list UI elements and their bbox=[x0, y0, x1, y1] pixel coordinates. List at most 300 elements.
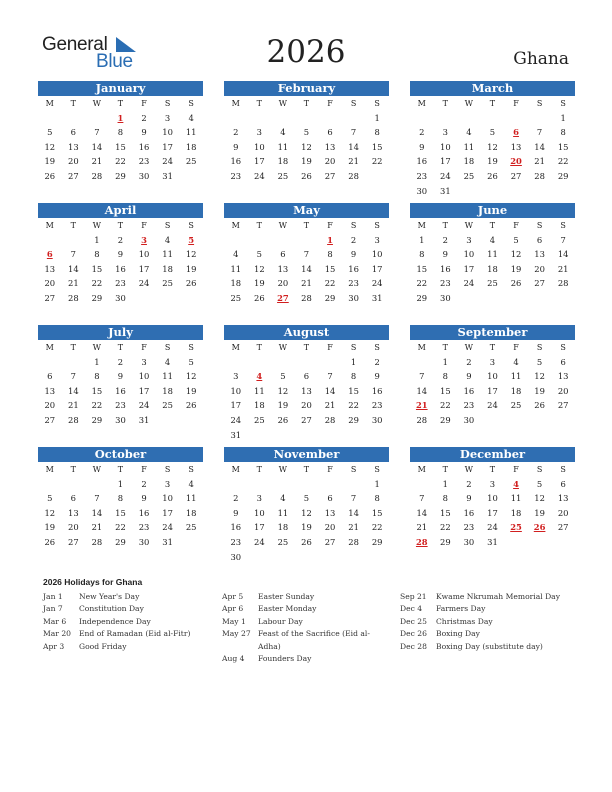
day-cell: 2 bbox=[117, 234, 124, 245]
day-cell: 20 bbox=[301, 400, 312, 411]
weekday-label: W bbox=[278, 221, 288, 230]
empty-day-cell bbox=[179, 169, 203, 184]
day-cell: 10 bbox=[440, 141, 451, 152]
day-cell: 6 bbox=[46, 249, 53, 260]
day-cell: 10 bbox=[371, 249, 383, 260]
weekday-label: S bbox=[350, 465, 357, 474]
empty-day-cell bbox=[38, 233, 62, 248]
weekday-header-row bbox=[38, 462, 203, 477]
holiday-name: Easter Monday bbox=[258, 604, 317, 614]
day-cell: 4 bbox=[466, 127, 472, 138]
week-row bbox=[410, 477, 575, 492]
day-cell: 29 bbox=[324, 292, 336, 303]
day-cell: 11 bbox=[185, 493, 197, 504]
week-row bbox=[410, 398, 575, 413]
day-cell: 6 bbox=[47, 371, 53, 382]
day-cell: 8 bbox=[117, 127, 124, 138]
week-row bbox=[224, 140, 389, 155]
day-cell: 6 bbox=[536, 234, 543, 245]
day-cell: 16 bbox=[230, 522, 242, 533]
day-cell: 12 bbox=[301, 507, 312, 518]
day-cell: 1 bbox=[442, 478, 449, 489]
empty-day-cell bbox=[295, 355, 319, 370]
empty-day-cell bbox=[504, 291, 528, 306]
day-cell: 18 bbox=[277, 522, 289, 533]
day-cell: 10 bbox=[254, 507, 265, 518]
empty-day-cell bbox=[271, 111, 295, 126]
day-cell: 26 bbox=[185, 278, 197, 289]
week-row bbox=[410, 276, 575, 291]
holiday-name: End of Ramadan (Eid al-Fitr) bbox=[79, 629, 191, 639]
week-row bbox=[224, 262, 389, 277]
day-cell: 2 bbox=[117, 356, 124, 367]
day-cell: 15 bbox=[440, 507, 451, 518]
day-cell: 21 bbox=[557, 263, 569, 274]
week-row bbox=[38, 247, 203, 262]
day-cell: 21 bbox=[415, 400, 428, 411]
day-cell: 1 bbox=[560, 112, 566, 123]
weekday-header-row bbox=[410, 218, 575, 233]
empty-day-cell bbox=[318, 550, 342, 565]
weekday-label: T bbox=[256, 343, 263, 352]
week-row bbox=[224, 428, 389, 443]
week-row bbox=[38, 355, 203, 370]
week-row bbox=[410, 140, 575, 155]
weekday-label: S bbox=[374, 465, 380, 474]
day-cell: 20 bbox=[510, 156, 522, 167]
day-cell: 18 bbox=[254, 400, 265, 411]
day-cell: 8 bbox=[374, 127, 380, 138]
holiday-date: Apr 6 bbox=[222, 604, 244, 614]
day-cell: 8 bbox=[117, 493, 124, 504]
week-row bbox=[38, 154, 203, 169]
weekday-label: S bbox=[560, 99, 566, 108]
empty-day-cell bbox=[410, 355, 434, 370]
empty-day-cell bbox=[156, 413, 180, 428]
week-row bbox=[38, 291, 203, 306]
week-row bbox=[410, 491, 575, 506]
week-row bbox=[410, 154, 575, 169]
day-cell: 22 bbox=[324, 278, 336, 289]
week-row bbox=[38, 384, 203, 399]
day-cell: 30 bbox=[348, 292, 359, 303]
week-row bbox=[38, 125, 203, 140]
empty-day-cell bbox=[504, 413, 528, 428]
day-cell: 21 bbox=[534, 156, 545, 167]
empty-day-cell bbox=[179, 413, 203, 428]
holiday-item bbox=[222, 616, 387, 628]
day-cell: 14 bbox=[416, 385, 428, 396]
weekday-label: S bbox=[164, 465, 171, 474]
week-row bbox=[224, 291, 389, 306]
day-cell: 4 bbox=[280, 493, 286, 504]
weekday-label: W bbox=[278, 99, 288, 108]
day-cell: 31 bbox=[162, 170, 173, 181]
day-cell: 9 bbox=[374, 371, 380, 382]
day-cell: 16 bbox=[463, 385, 475, 396]
empty-day-cell bbox=[504, 184, 528, 199]
weekday-label: W bbox=[464, 221, 474, 230]
holiday-name: Founders Day bbox=[258, 654, 312, 664]
day-cell: 7 bbox=[303, 249, 310, 260]
empty-day-cell bbox=[365, 169, 389, 184]
empty-day-cell bbox=[248, 355, 272, 370]
holiday-date: Dec 28 bbox=[400, 641, 427, 651]
day-cell: 4 bbox=[164, 356, 171, 367]
day-cell: 6 bbox=[303, 371, 310, 382]
day-cell: 15 bbox=[91, 263, 103, 274]
day-cell: 25 bbox=[162, 400, 173, 411]
day-cell: 3 bbox=[489, 478, 496, 489]
day-cell: 25 bbox=[162, 278, 173, 289]
weekday-label: T bbox=[442, 221, 449, 230]
empty-day-cell bbox=[528, 535, 552, 550]
day-cell: 14 bbox=[68, 385, 79, 396]
week-row bbox=[38, 413, 203, 428]
day-cell: 10 bbox=[463, 249, 475, 260]
day-cell: 2 bbox=[233, 127, 239, 138]
day-cell: 30 bbox=[230, 551, 242, 562]
week-row bbox=[38, 369, 203, 384]
week-row bbox=[224, 276, 389, 291]
day-cell: 24 bbox=[440, 170, 451, 181]
day-cell: 28 bbox=[91, 170, 103, 181]
day-cell: 9 bbox=[466, 371, 472, 382]
day-cell: 9 bbox=[117, 371, 124, 382]
day-cell: 31 bbox=[230, 429, 242, 440]
holiday-name: Labour Day bbox=[258, 616, 303, 626]
day-cell: 14 bbox=[91, 141, 103, 152]
weekday-label: M bbox=[45, 343, 54, 352]
day-cell: 11 bbox=[510, 371, 522, 382]
empty-day-cell bbox=[481, 291, 505, 306]
day-cell: 23 bbox=[230, 536, 242, 547]
day-cell: 19 bbox=[301, 522, 312, 533]
day-cell: 28 bbox=[324, 414, 336, 425]
day-cell: 10 bbox=[487, 493, 498, 504]
day-cell: 6 bbox=[280, 249, 286, 260]
day-cell: 20 bbox=[557, 385, 569, 396]
empty-day-cell bbox=[295, 428, 319, 443]
day-cell: 9 bbox=[141, 127, 147, 138]
day-cell: 20 bbox=[534, 263, 545, 274]
week-row bbox=[38, 140, 203, 155]
empty-day-cell bbox=[528, 291, 552, 306]
day-cell: 16 bbox=[138, 141, 150, 152]
weekday-label: T bbox=[117, 343, 124, 352]
day-cell: 23 bbox=[115, 278, 126, 289]
day-cell: 23 bbox=[371, 400, 383, 411]
weekday-label: T bbox=[70, 343, 77, 352]
day-cell: 28 bbox=[68, 414, 79, 425]
day-cell: 18 bbox=[162, 263, 173, 274]
day-cell: 21 bbox=[68, 278, 79, 289]
day-cell: 9 bbox=[141, 493, 147, 504]
empty-day-cell bbox=[248, 477, 272, 492]
day-cell: 1 bbox=[94, 234, 100, 245]
month-header: February bbox=[224, 81, 389, 96]
holiday-date: May 1 bbox=[222, 616, 246, 626]
empty-day-cell bbox=[481, 111, 505, 126]
day-cell: 5 bbox=[536, 478, 543, 489]
day-cell: 25 bbox=[487, 278, 498, 289]
day-cell: 18 bbox=[487, 263, 498, 274]
week-row bbox=[410, 369, 575, 384]
week-row bbox=[410, 233, 575, 248]
weekday-label: S bbox=[374, 221, 380, 230]
weekday-label: M bbox=[417, 221, 426, 230]
day-cell: 10 bbox=[162, 493, 173, 504]
day-cell: 8 bbox=[419, 249, 425, 260]
day-cell: 7 bbox=[350, 127, 357, 138]
day-cell: 29 bbox=[557, 170, 569, 181]
day-cell: 25 bbox=[185, 522, 197, 533]
day-cell: 17 bbox=[371, 263, 383, 274]
empty-day-cell bbox=[295, 550, 319, 565]
day-cell: 7 bbox=[350, 493, 357, 504]
day-cell: 24 bbox=[162, 156, 173, 167]
month-header: November bbox=[224, 447, 389, 462]
day-cell: 5 bbox=[280, 371, 286, 382]
weekday-label: T bbox=[256, 465, 263, 474]
day-cell: 27 bbox=[68, 536, 79, 547]
day-cell: 19 bbox=[301, 156, 312, 167]
empty-day-cell bbox=[85, 111, 109, 126]
weekday-label: T bbox=[489, 343, 496, 352]
day-cell: 8 bbox=[442, 493, 449, 504]
day-cell: 2 bbox=[374, 356, 380, 367]
day-cell: 13 bbox=[44, 385, 56, 396]
empty-day-cell bbox=[224, 233, 248, 248]
day-cell: 1 bbox=[327, 234, 333, 245]
weekday-label: W bbox=[92, 465, 102, 474]
day-cell: 6 bbox=[327, 493, 333, 504]
month-august bbox=[224, 325, 389, 442]
day-cell: 31 bbox=[440, 185, 451, 196]
weekday-label: M bbox=[417, 99, 426, 108]
weekday-label: M bbox=[231, 99, 240, 108]
day-cell: 3 bbox=[164, 112, 171, 123]
day-cell: 27 bbox=[510, 170, 522, 181]
day-cell: 25 bbox=[254, 414, 265, 425]
holiday-date: Sep 21 bbox=[400, 592, 427, 601]
day-cell: 7 bbox=[94, 493, 100, 504]
logo-text-blue: Blue bbox=[96, 51, 133, 72]
day-cell: 26 bbox=[301, 170, 312, 181]
weekday-label: M bbox=[45, 99, 54, 108]
holiday-date: Dec 4 bbox=[400, 604, 423, 614]
empty-day-cell bbox=[342, 428, 366, 443]
day-cell: 4 bbox=[513, 356, 519, 367]
weekday-label: F bbox=[327, 221, 333, 230]
day-cell: 14 bbox=[91, 507, 103, 518]
day-cell: 15 bbox=[348, 385, 359, 396]
empty-day-cell bbox=[295, 111, 319, 126]
day-cell: 5 bbox=[489, 127, 496, 138]
day-cell: 11 bbox=[185, 127, 197, 138]
day-cell: 5 bbox=[303, 493, 310, 504]
holiday-name: Farmers Day bbox=[436, 604, 486, 614]
weekday-label: M bbox=[231, 343, 240, 352]
day-cell: 8 bbox=[94, 249, 100, 260]
empty-day-cell bbox=[38, 111, 62, 126]
day-cell: 27 bbox=[324, 536, 336, 547]
day-cell: 26 bbox=[254, 292, 265, 303]
day-cell: 22 bbox=[557, 156, 569, 167]
month-header: May bbox=[224, 203, 389, 218]
empty-day-cell bbox=[38, 477, 62, 492]
weekday-header-row bbox=[224, 218, 389, 233]
week-row bbox=[224, 355, 389, 370]
day-cell: 22 bbox=[91, 400, 103, 411]
day-cell: 24 bbox=[138, 400, 150, 411]
empty-day-cell bbox=[551, 413, 575, 428]
weekday-label: F bbox=[327, 99, 333, 108]
day-cell: 6 bbox=[327, 127, 333, 138]
empty-day-cell bbox=[434, 111, 458, 126]
month-header: July bbox=[38, 325, 203, 340]
holiday-name: Christmas Day bbox=[436, 616, 493, 626]
day-cell: 15 bbox=[324, 263, 336, 274]
day-cell: 23 bbox=[463, 400, 475, 411]
week-row bbox=[38, 398, 203, 413]
day-cell: 5 bbox=[256, 249, 263, 260]
empty-day-cell bbox=[62, 355, 86, 370]
week-row bbox=[224, 169, 389, 184]
day-cell: 16 bbox=[348, 263, 359, 274]
weekday-label: T bbox=[303, 465, 310, 474]
weekday-header-row bbox=[38, 96, 203, 111]
holiday-date: Mar 20 bbox=[43, 629, 72, 639]
month-march bbox=[410, 81, 575, 198]
day-cell: 25 bbox=[463, 170, 475, 181]
week-row bbox=[224, 398, 389, 413]
day-cell: 5 bbox=[536, 356, 543, 367]
weekday-label: T bbox=[442, 343, 449, 352]
day-cell: 27 bbox=[324, 170, 336, 181]
weekday-label: S bbox=[164, 343, 171, 352]
day-cell: 31 bbox=[371, 292, 383, 303]
day-cell: 12 bbox=[44, 141, 56, 152]
empty-day-cell bbox=[248, 428, 272, 443]
month-november bbox=[224, 447, 389, 564]
empty-day-cell bbox=[295, 477, 319, 492]
holiday-item bbox=[43, 603, 208, 615]
day-cell: 18 bbox=[277, 156, 289, 167]
week-row bbox=[224, 520, 389, 535]
month-header: January bbox=[38, 81, 203, 96]
day-cell: 5 bbox=[47, 127, 53, 138]
weekday-label: S bbox=[350, 99, 357, 108]
empty-day-cell bbox=[457, 291, 481, 306]
empty-day-cell bbox=[224, 111, 248, 126]
day-cell: 4 bbox=[188, 112, 194, 123]
day-cell: 11 bbox=[230, 263, 242, 274]
day-cell: 26 bbox=[510, 278, 522, 289]
day-cell: 29 bbox=[440, 536, 451, 547]
weekday-label: S bbox=[560, 343, 566, 352]
day-cell: 7 bbox=[419, 493, 425, 504]
empty-day-cell bbox=[132, 291, 156, 306]
day-cell: 27 bbox=[44, 414, 56, 425]
day-cell: 20 bbox=[68, 522, 79, 533]
weekday-label: T bbox=[256, 99, 263, 108]
day-cell: 10 bbox=[138, 371, 150, 382]
day-cell: 4 bbox=[188, 478, 194, 489]
empty-day-cell bbox=[365, 550, 389, 565]
holiday-name: Constitution Day bbox=[79, 604, 144, 614]
day-cell: 16 bbox=[371, 385, 383, 396]
day-cell: 14 bbox=[348, 141, 359, 152]
month-header: March bbox=[410, 81, 575, 96]
empty-day-cell bbox=[62, 233, 86, 248]
day-cell: 27 bbox=[534, 278, 545, 289]
day-cell: 31 bbox=[138, 414, 150, 425]
day-cell: 14 bbox=[534, 141, 545, 152]
holiday-item bbox=[400, 628, 583, 640]
empty-day-cell bbox=[342, 477, 366, 492]
day-cell: 9 bbox=[466, 493, 472, 504]
day-cell: 7 bbox=[419, 371, 425, 382]
weekday-label: F bbox=[327, 343, 333, 352]
empty-day-cell bbox=[179, 291, 203, 306]
day-cell: 12 bbox=[254, 263, 265, 274]
weekday-label: S bbox=[164, 99, 171, 108]
holiday-name: Independence Day bbox=[79, 616, 151, 626]
weekday-header-row bbox=[410, 340, 575, 355]
day-cell: 6 bbox=[513, 127, 519, 138]
week-row bbox=[38, 477, 203, 492]
month-january bbox=[38, 81, 203, 184]
day-cell: 4 bbox=[256, 371, 263, 382]
day-cell: 27 bbox=[557, 400, 569, 411]
day-cell: 7 bbox=[70, 249, 77, 260]
day-cell: 2 bbox=[141, 478, 147, 489]
day-cell: 31 bbox=[487, 536, 498, 547]
day-cell: 15 bbox=[440, 385, 451, 396]
day-cell: 17 bbox=[440, 156, 451, 167]
day-cell: 4 bbox=[164, 234, 171, 245]
day-cell: 31 bbox=[162, 536, 173, 547]
weekday-label: W bbox=[464, 343, 474, 352]
day-cell: 21 bbox=[301, 278, 312, 289]
weekday-label: S bbox=[374, 99, 380, 108]
holiday-date: Jan 7 bbox=[43, 604, 63, 614]
empty-day-cell bbox=[271, 428, 295, 443]
holidays-column bbox=[222, 591, 387, 665]
weekday-header-row bbox=[224, 96, 389, 111]
weekday-label: T bbox=[442, 465, 449, 474]
empty-day-cell bbox=[365, 428, 389, 443]
day-cell: 17 bbox=[138, 263, 150, 274]
day-cell: 14 bbox=[324, 385, 336, 396]
day-cell: 8 bbox=[560, 127, 566, 138]
month-december bbox=[410, 447, 575, 550]
month-header: April bbox=[38, 203, 203, 218]
day-cell: 3 bbox=[442, 127, 449, 138]
day-cell: 16 bbox=[463, 507, 475, 518]
weekday-label: T bbox=[117, 465, 124, 474]
holiday-date: Dec 26 bbox=[400, 629, 427, 639]
day-cell: 30 bbox=[138, 536, 150, 547]
week-row bbox=[410, 506, 575, 521]
day-cell: 2 bbox=[442, 234, 449, 245]
week-row bbox=[224, 154, 389, 169]
month-header: June bbox=[410, 203, 575, 218]
day-cell: 23 bbox=[416, 170, 428, 181]
month-february bbox=[224, 81, 389, 184]
empty-day-cell bbox=[481, 184, 505, 199]
